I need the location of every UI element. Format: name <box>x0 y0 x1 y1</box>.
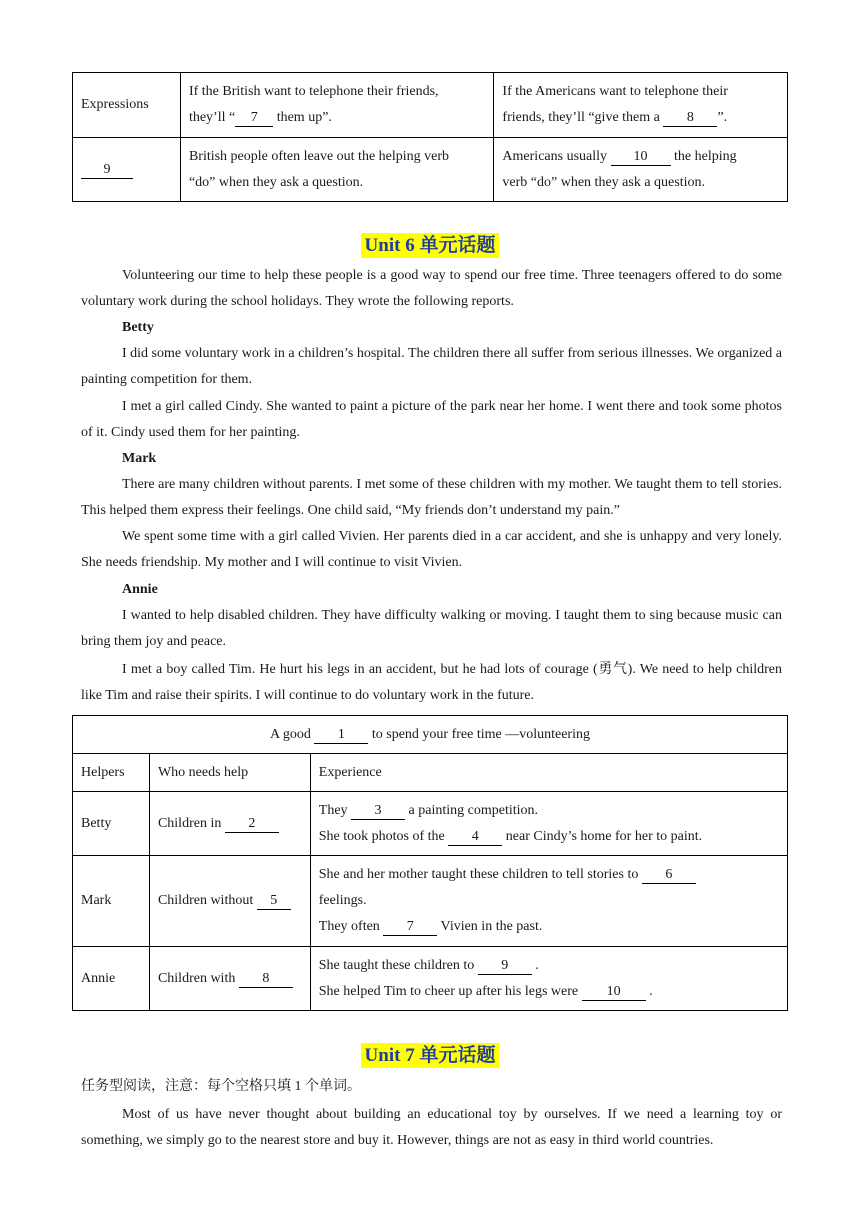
helper-cell: Annie <box>73 947 150 1011</box>
cell-text: Children with <box>157 970 239 986</box>
cell-text: A good <box>270 726 315 742</box>
answer-blank: 1 <box>314 727 368 744</box>
cell-text: . <box>645 983 653 999</box>
helper-cell: Mark <box>73 856 150 947</box>
table-title <box>73 716 788 754</box>
cell-text: They <box>318 802 352 818</box>
answer-blank: 10 <box>611 149 671 166</box>
betty-paragraph-2: I met a girl called Cindy. She wanted to paint a picture of the park near her home. I went there and took some photos of it. Cindy used them for her painting. <box>81 399 782 440</box>
cell-text: . <box>531 957 539 973</box>
british-cell <box>180 73 493 138</box>
column-header: Experience <box>310 754 787 792</box>
cell-text: ”. <box>717 110 728 125</box>
american-cell <box>494 73 788 138</box>
cell-text: If the British want to telephone their friends, <box>188 84 439 99</box>
answer-blank: 3 <box>351 803 405 820</box>
cell-text: She helped Tim to cheer up after his legs were <box>318 983 582 999</box>
cell-text: British people often leave out the helping verb <box>188 148 450 164</box>
cell-text: them up”. <box>273 110 332 125</box>
table-row <box>73 792 788 856</box>
unit7-heading <box>0 1040 860 1067</box>
american-cell <box>494 138 788 202</box>
who-cell <box>149 792 310 856</box>
mark-name: Mark <box>122 451 157 466</box>
table-row <box>73 856 788 947</box>
table-title-row <box>73 716 788 754</box>
cell-text: they’ll “ <box>188 110 236 125</box>
table-row <box>73 947 788 1011</box>
column-header: Helpers <box>73 754 150 792</box>
answer-blank: 8 <box>239 971 293 988</box>
cell-text: She taught these children to <box>318 957 478 973</box>
who-cell <box>149 947 310 1011</box>
intro-paragraph: Volunteering our time to help these people is a good way to spend our free time. Three teenagers offered to do some voluntary work during the school holidays. They wrote the following reports. <box>81 268 782 309</box>
cell-text: Children in <box>157 815 225 831</box>
experience-cell <box>310 947 787 1011</box>
answer-blank: 7 <box>235 110 273 127</box>
experience-cell <box>310 792 787 856</box>
cell-text: near Cindy’s home for her to paint. <box>502 828 703 844</box>
answer-blank: 10 <box>582 984 646 1001</box>
cell-text: a painting competition. <box>405 802 539 818</box>
cell-text: feelings. <box>318 893 367 908</box>
mark-paragraph-2: We spent some time with a girl called Vivien. Her parents died in a car accident, and she is unhappy and very lonely. She needs friendship. My mother and I will continue to visit Vivien. <box>81 529 782 570</box>
row-label: Expressions <box>73 73 181 138</box>
answer-blank: 7 <box>383 919 437 936</box>
cell-text: the helping <box>670 148 737 164</box>
british-cell <box>180 138 493 202</box>
mark-paragraph-1: There are many children without parents. I met some of these children with my mother. We taught them to tell stories. This helped them express their feelings. One child said, “My friends don’t understand my pain.” <box>81 477 782 518</box>
heading-text: Unit 7 单元话题 <box>361 1043 500 1068</box>
cell-text: Children without <box>157 893 257 908</box>
cell-text: friends, they’ll “give them a <box>502 110 664 125</box>
cell-text: “do” when they ask a question. <box>188 174 364 190</box>
cell-text: to spend your free time —volunteering <box>368 726 590 742</box>
answer-blank: 6 <box>642 867 696 884</box>
cell-text: Vivien in the past. <box>437 919 543 934</box>
answer-blank: 9 <box>478 958 532 975</box>
helper-cell: Betty <box>73 792 150 856</box>
answer-blank: 4 <box>448 829 502 846</box>
answer-blank: 5 <box>257 893 291 910</box>
annie-paragraph-2: I met a boy called Tim. He hurt his legs in an accident, but he had lots of courage (勇气). We need to help children like Tim and raise their spirits. I will continue to do voluntary work in the future. <box>81 662 782 703</box>
cell-text: verb “do” when they ask a question. <box>502 174 705 190</box>
annie-name: Annie <box>122 582 158 597</box>
cell-text: If the Americans want to telephone their <box>502 84 728 99</box>
column-header: Who needs help <box>149 754 310 792</box>
row-label <box>73 138 181 202</box>
betty-paragraph-1: I did some voluntary work in a children’s hospital. The children there all suffer from serious illnesses. We organized a painting competition for them. <box>81 346 782 387</box>
betty-name: Betty <box>122 320 154 335</box>
unit6-heading <box>0 230 860 257</box>
unit7-instruction: 任务型阅读，注意：每个空格只填 1 个单词。 <box>81 1079 361 1094</box>
table-row <box>73 73 788 138</box>
answer-blank: 2 <box>225 816 279 833</box>
cell-text: She and her mother taught these children to tell stories to <box>318 867 642 882</box>
top-comparison-table <box>72 72 788 202</box>
volunteering-table <box>72 715 788 1011</box>
annie-paragraph-1: I wanted to help disabled children. They have difficulty walking or moving. I taught them to sing because music can bring them joy and peace. <box>81 608 782 649</box>
answer-blank: 8 <box>663 110 717 127</box>
table-row <box>73 138 788 202</box>
heading-text: Unit 6 单元话题 <box>361 233 500 258</box>
who-cell <box>149 856 310 947</box>
experience-cell <box>310 856 787 947</box>
unit7-paragraph-1: Most of us have never thought about building an educational toy by ourselves. If we need a learning toy or something, we simply go to the nearest store and buy it. However, things are not as easy in third world countries. <box>81 1107 782 1148</box>
cell-text: Americans usually <box>502 148 611 164</box>
answer-blank: 9 <box>81 162 133 179</box>
cell-text: She took photos of the <box>318 828 449 844</box>
table-header-row <box>73 754 788 792</box>
cell-text: They often <box>318 919 384 934</box>
